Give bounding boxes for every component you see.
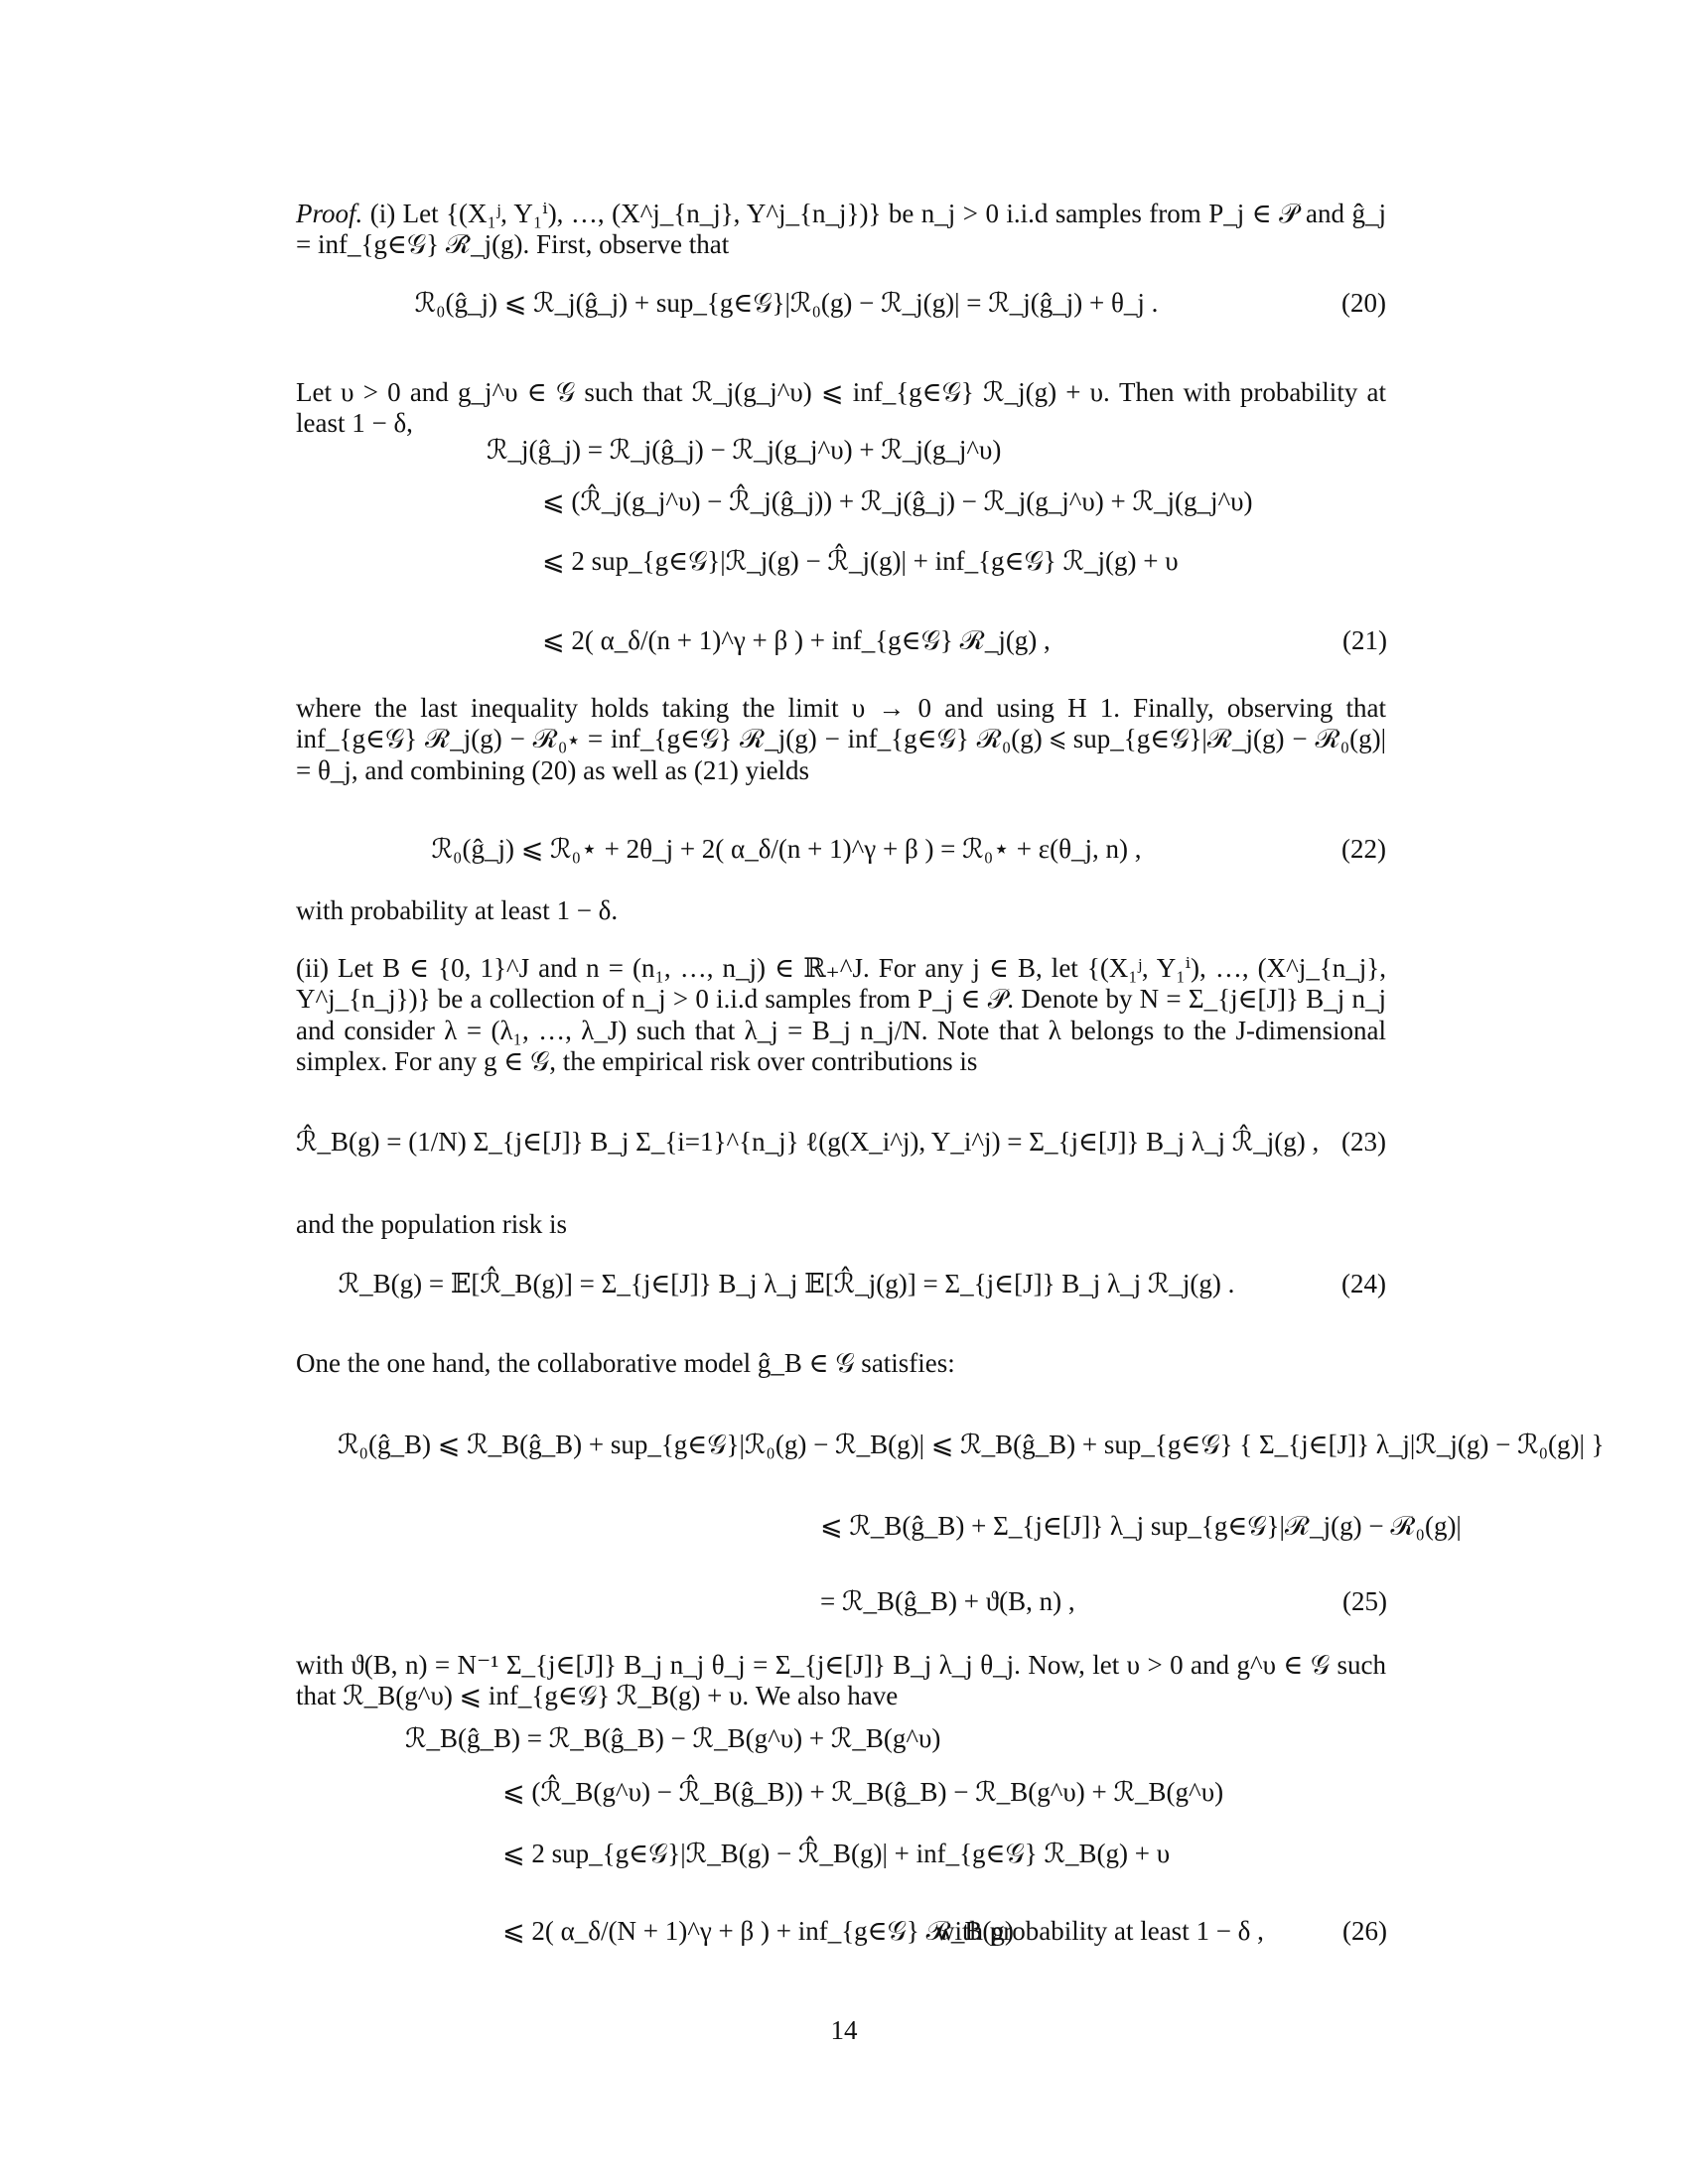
equation-25-line-2: ⩽ ℛ_B(ĝ_B) + Σ_{j∈[J]} λ_j sup_{g∈𝒢}|ℛ_j(g) − ℛ₀(g)|	[820, 1511, 1462, 1541]
proof-paragraph-6-text: and the population risk is	[296, 1209, 567, 1239]
proof-paragraph-5	[296, 953, 1386, 1077]
proof-paragraph-1	[296, 199, 1386, 261]
equation-22-number: (22)	[1341, 834, 1386, 864]
equation-26-line-3: ⩽ 2 sup_{g∈𝒢}|ℛ_B(g) − ℛ̂_B(g)| + inf_{g∈𝒢} ℛ_B(g) + υ	[502, 1839, 1171, 1868]
equation-24	[296, 1269, 1386, 1332]
proof-paragraph-2	[296, 377, 1386, 440]
equation-26-line-1: ℛ_B(ĝ_B) = ℛ_B(ĝ_B) − ℛ_B(g^υ) + ℛ_B(g^υ)	[405, 1723, 941, 1753]
equation-22	[296, 834, 1386, 897]
proof-paragraph-7-text: One the one hand, the collaborative model ĝ_B ∈ 𝒢 satisfies:	[296, 1348, 955, 1378]
proof-label: Proof.	[296, 199, 363, 228]
proof-paragraph-4-text: with probability at least 1 − δ.	[296, 895, 619, 925]
equation-20	[296, 288, 1386, 351]
equation-23	[296, 1127, 1386, 1190]
equation-26-line-4: ⩽ 2( α_δ/(N + 1)^γ + β ) + inf_{g∈𝒢} ℛ_B(g)	[502, 1916, 1014, 1946]
equation-23-body: ℛ̂_B(g) = (1/N) Σ_{j∈[J]} B_j Σ_{i=1}^{n_j} ℓ(g(X_i^j), Y_i^j) = Σ_{j∈[J]} B_j λ_j ℛ̂_j(g) ,	[296, 1127, 1320, 1157]
proof-paragraph-2-text: Let υ > 0 and g_j^υ ∈ 𝒢 such that ℛ_j(g_j^υ) ⩽ inf_{g∈𝒢} ℛ_j(g) + υ. Then with probability at least 1 − δ,	[296, 377, 1386, 439]
equation-25-line-3: = ℛ_B(ĝ_B) + ϑ(B, n) ,	[820, 1586, 1075, 1616]
equation-21-line-4: ⩽ 2( α_δ/(n + 1)^γ + β ) + inf_{g∈𝒢} ℛ_j(g) ,	[542, 625, 1051, 655]
equation-21-number: (21)	[1342, 625, 1387, 655]
proof-paragraph-3	[296, 693, 1386, 786]
proof-paragraph-8-text: with ϑ(B, n) = N⁻¹ Σ_{j∈[J]} B_j n_j θ_j = Σ_{j∈[J]} B_j λ_j θ_j. Now, let υ > 0 and g^υ ∈ 𝒢 such that ℛ_B(g^υ) ⩽ inf_{g∈𝒢} ℛ_B(g) + υ. We also have	[296, 1650, 1386, 1711]
proof-paragraph-6	[296, 1209, 1386, 1240]
equation-25-line-1: ℛ₀(ĝ_B) ⩽ ℛ_B(ĝ_B) + sup_{g∈𝒢}|ℛ₀(g) − ℛ_B(g)| ⩽ ℛ_B(ĝ_B) + sup_{g∈𝒢} { Σ_{j∈[J]} λ_j|ℛ_j(g) − ℛ₀(g)| }	[338, 1430, 1605, 1459]
page-number: 14	[830, 2015, 858, 2045]
equation-23-number: (23)	[1341, 1127, 1386, 1157]
equation-22-body: ℛ₀(ĝ_j) ⩽ ℛ₀⋆ + 2θ_j + 2( α_δ/(n + 1)^γ + β ) = ℛ₀⋆ + ε(θ_j, n) ,	[431, 834, 1142, 864]
equation-21-line-2: ⩽ (ℛ̂_j(g_j^υ) − ℛ̂_j(ĝ_j)) + ℛ_j(ĝ_j) − ℛ_j(g_j^υ) + ℛ_j(g_j^υ)	[542, 486, 1253, 516]
equation-26-number: (26)	[1342, 1916, 1387, 1946]
proof-paragraph-4	[296, 895, 1386, 926]
equation-20-body: ℛ₀(ĝ_j) ⩽ ℛ_j(ĝ_j) + sup_{g∈𝒢}|ℛ₀(g) − ℛ_j(g)| = ℛ_j(ĝ_j) + θ_j .	[414, 288, 1159, 318]
proof-paragraph-7	[296, 1348, 1386, 1379]
proof-paragraph-8	[296, 1650, 1386, 1712]
equation-21-line-3: ⩽ 2 sup_{g∈𝒢}|ℛ_j(g) − ℛ̂_j(g)| + inf_{g∈𝒢} ℛ_j(g) + υ	[542, 546, 1179, 576]
equation-21-line-1: ℛ_j(ĝ_j) = ℛ_j(ĝ_j) − ℛ_j(g_j^υ) + ℛ_j(g_j^υ)	[487, 435, 1002, 465]
proof-paragraph-3-text: where the last inequality holds taking the limit υ → 0 and using H 1. Finally, observing that inf_{g∈𝒢} ℛ_j(g) − ℛ₀⋆ = inf_{g∈𝒢} ℛ_j(g) − inf_{g∈𝒢} ℛ₀(g) ⩽ sup_{g∈𝒢}|ℛ_j(g) − ℛ₀(g)| = θ_j, and combining (20) as well as (21) yields	[296, 693, 1386, 785]
equation-24-body: ℛ_B(g) = 𝔼[ℛ̂_B(g)] = Σ_{j∈[J]} B_j λ_j 𝔼[ℛ̂_j(g)] = Σ_{j∈[J]} B_j λ_j ℛ_j(g) .	[338, 1269, 1235, 1298]
equation-25-number: (25)	[1342, 1586, 1387, 1616]
equation-24-number: (24)	[1341, 1269, 1386, 1298]
proof-intro-text: (i) Let {(X₁ʲ, Y₁ⁱ), …, (X^j_{n_j}, Y^j_{n_j})} be n_j > 0 i.i.d samples from P_j ∈ 𝒫 and ĝ_j = inf_{g∈𝒢} ℛ̂_j(g). First, observe that	[296, 199, 1386, 260]
proof-paragraph-5-text: (ii) Let B ∈ {0, 1}^J and n = (n₁, …, n_j) ∈ ℝ₊^J. For any j ∈ B, let {(X₁ʲ, Y₁ⁱ), …, (X^j_{n_j}, Y^j_{n_j})} be a collection of n_j > 0 i.i.d samples from P_j ∈ 𝒫. Denote by N = Σ_{j∈[J]} B_j n_j and consider λ = (λ₁, …, λ_J) such that λ_j = B_j n_j/N. Note that λ belongs to the J-dimensional simplex. For any g ∈ 𝒢, the empirical risk over contributions is	[296, 953, 1386, 1076]
equation-20-number: (20)	[1341, 288, 1386, 318]
equation-26-tail: with probability at least 1 − δ ,	[935, 1916, 1264, 1946]
equation-26-line-2: ⩽ (ℛ̂_B(g^υ) − ℛ̂_B(ĝ_B)) + ℛ_B(ĝ_B) − ℛ_B(g^υ) + ℛ_B(g^υ)	[502, 1777, 1224, 1807]
